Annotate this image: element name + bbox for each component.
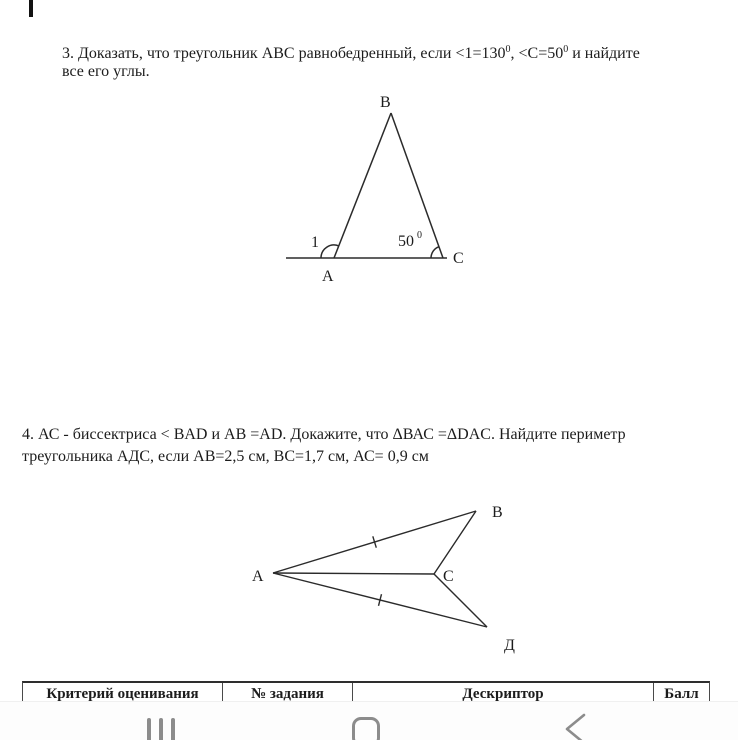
table-header-score: Балл bbox=[664, 686, 699, 701]
angle-arc-at-c bbox=[431, 247, 439, 258]
table-header-descriptor: Дескриптор bbox=[353, 683, 654, 701]
home-icon bbox=[352, 717, 380, 740]
back-button[interactable] bbox=[556, 702, 596, 740]
vertex-label-c: С bbox=[443, 568, 454, 585]
table-header-task-number: № задания bbox=[223, 683, 353, 701]
recents-button[interactable] bbox=[140, 702, 184, 740]
recents-icon bbox=[171, 718, 175, 740]
angle-50-label: 50 bbox=[398, 233, 414, 250]
problem3-text-part: 3. Доказать, что треугольник АВС равнобедренный, если <1=130 bbox=[62, 45, 506, 62]
scan-artifact-mark bbox=[29, 0, 33, 17]
angle-50-degree-sup: 0 bbox=[417, 230, 422, 241]
vertex-label-d: Д bbox=[504, 637, 515, 654]
problem3-text-line2: все его углы. bbox=[62, 63, 150, 80]
vertex-label-a: А bbox=[322, 268, 334, 285]
home-button[interactable] bbox=[348, 702, 384, 740]
table-header-criteria: Критерий оценивания bbox=[23, 683, 223, 701]
vertex-label-c: С bbox=[453, 250, 464, 267]
degree-superscript: 0 bbox=[505, 44, 511, 55]
side-ab bbox=[334, 113, 391, 258]
vertex-label-b: В bbox=[492, 504, 503, 521]
angle-1-label: 1 bbox=[311, 234, 319, 251]
degree-superscript: 0 bbox=[563, 44, 569, 55]
segment-bc bbox=[434, 511, 476, 574]
recents-icon bbox=[159, 718, 163, 740]
figure-triangle-abc bbox=[270, 85, 480, 295]
scoring-table bbox=[22, 681, 710, 701]
vertex-label-b: В bbox=[380, 94, 391, 111]
problem3-text-part: , <С=50 bbox=[510, 45, 564, 62]
android-navigation-bar bbox=[0, 701, 738, 740]
back-chevron-icon bbox=[556, 702, 596, 740]
segment-ac bbox=[273, 573, 434, 574]
segment-cd bbox=[434, 574, 487, 627]
problem4-text-line1: 4. АС - биссектриса < BAD и АВ =AD. Докажите, что ΔВАС =ΔDAC. Найдите периметр bbox=[22, 426, 626, 443]
figure-kite-abcd bbox=[240, 495, 530, 660]
vertex-label-a: А bbox=[252, 568, 264, 585]
problem3-text-part: и найдите bbox=[568, 45, 640, 62]
problem4-text-line2: треугольника АДС, если АВ=2,5 см, ВС=1,7 см, АС= 0,9 см bbox=[22, 448, 429, 465]
recents-icon bbox=[147, 718, 151, 740]
